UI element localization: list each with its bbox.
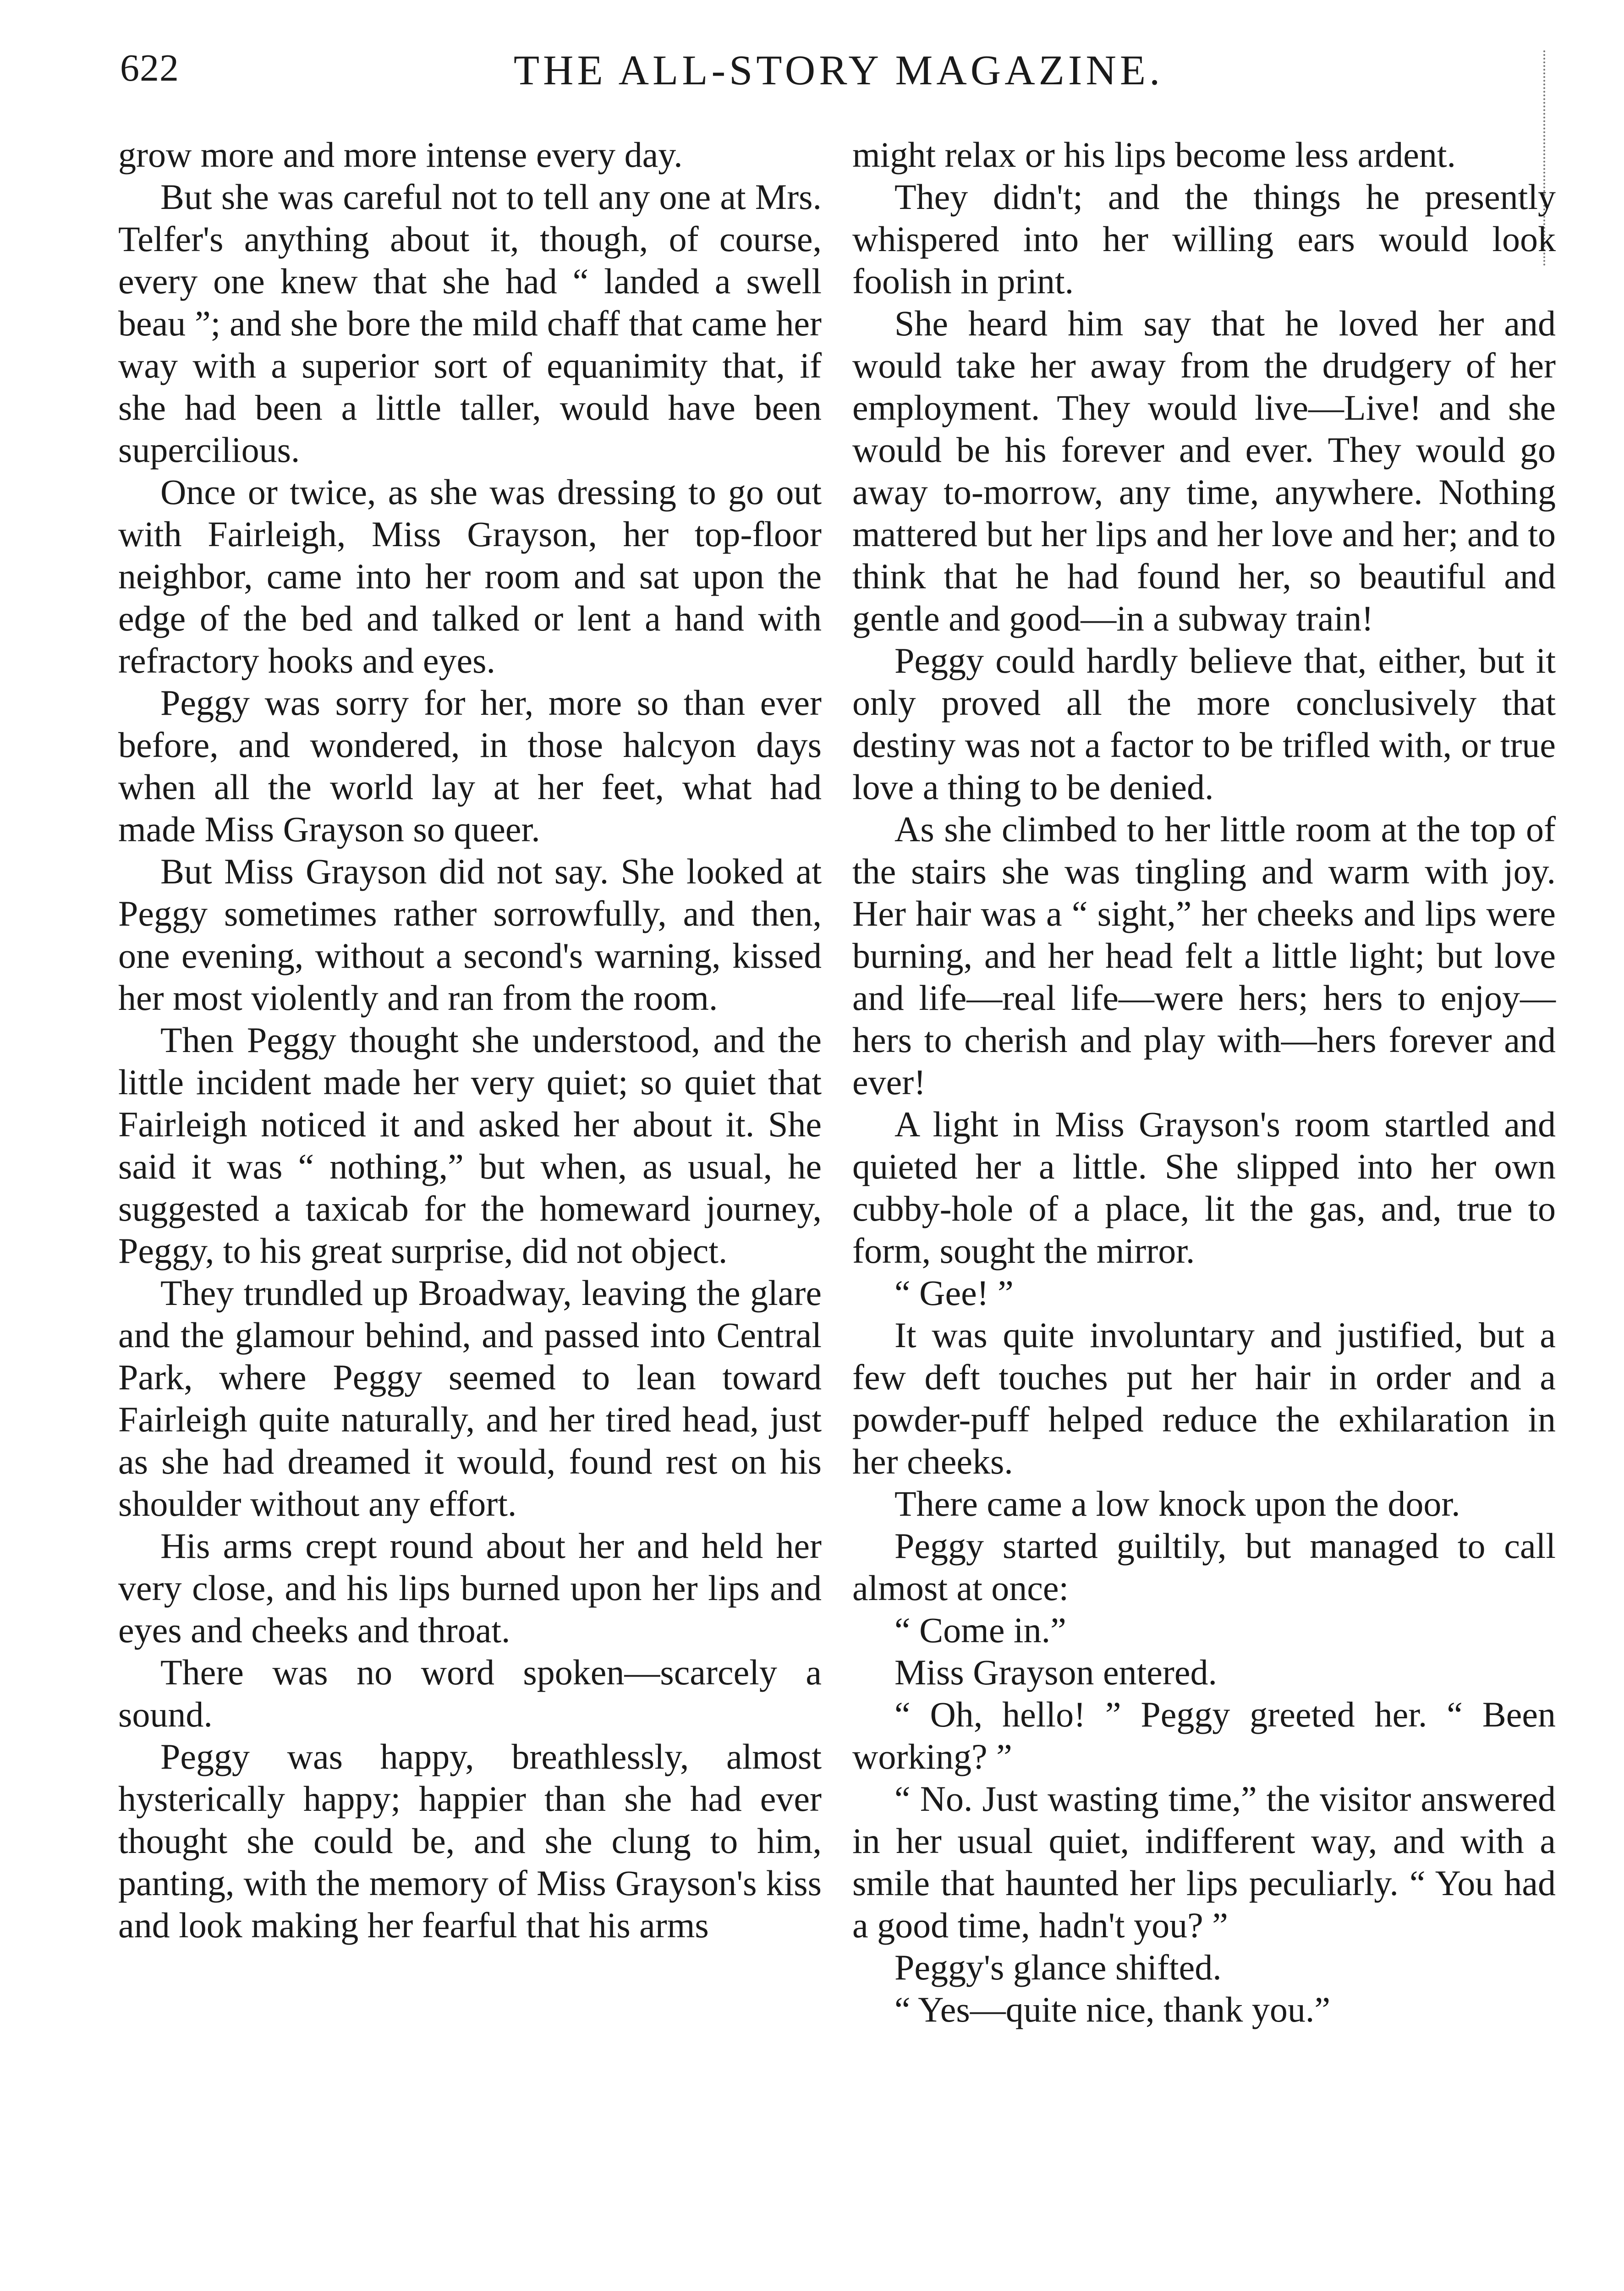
paragraph: They didn't; and the things he presently whispered into her willing ears would look foolish in print. (852, 177, 1556, 301)
paragraph: Peggy was happy, breathlessly, almost hysterically happy; happier than she had ever thought she could be, and she clung to him, panting, with the memory of Miss Grayson's kiss and look making her fearful that his arms (118, 1737, 822, 1945)
paragraph: Peggy was sorry for her, more so than ever before, and wondered, in those halcyon days when all the world lay at her feet, what had made Miss Grayson so queer. (118, 683, 822, 849)
paragraph: might relax or his lips become less ardent. (852, 135, 1456, 175)
paragraph: As she climbed to her little room at the top of the stairs she was tingling and warm with joy. Her hair was a “ sight,” her cheeks and lips were burning, and her head felt a little light; but love and life—real life—were hers; hers to enjoy—hers to cherish and play with—hers forever and ever! (852, 809, 1556, 1102)
paragraph: “ Come in.” (894, 1610, 1066, 1650)
paragraph: A light in Miss Grayson's room startled and quieted her a little. She slipped into her own cubby-hole of a place, lit the gas, and, true to form, sought the mirror. (852, 1104, 1556, 1271)
paragraph: “ Oh, hello! ” Peggy greeted her. “ Been working? ” (852, 1694, 1556, 1776)
paragraph: “ No. Just wasting time,” the visitor answered in her usual quiet, indifferent way, and with a smile that haunted her lips peculiarly. “ You had a good time, hadn't you? ” (852, 1779, 1556, 1945)
paragraph: Miss Grayson entered. (894, 1652, 1218, 1692)
paragraph: They trundled up Broadway, leaving the glare and the glamour behind, and passed into Central Park, where Peggy seemed to lean toward Fairleigh quite naturally, and her tired head, just as she had dreamed it would, found rest on his shoulder without any effort. (118, 1273, 822, 1524)
paragraph: grow more and more intense every day. (118, 135, 683, 175)
paragraph: Once or twice, as she was dressing to go out with Fairleigh, Miss Grayson, her top-floor neighbor, came into her room and sat upon the edge of the bed and talked or lent a hand with refractory hooks and eyes. (118, 472, 822, 680)
paragraph: She heard him say that he loved her and would take her away from the drudgery of her employment. They would live—Live! and she would be his forever and ever. They would go away to-morrow, any time, anywhere. Nothing mattered but her lips and her love and her; and to think that he had found her, so beautiful and gentle and good—in a subway train! (852, 303, 1556, 638)
page-number: 622 (120, 47, 179, 89)
paragraph: Peggy could hardly believe that, either, but it only proved all the more conclusively that destiny was not a factor to be trifled with, or true love a thing to be denied. (852, 641, 1556, 807)
paragraph: There was no word spoken—scarcely a sound. (118, 1652, 822, 1734)
paragraph: His arms crept round about her and held her very close, and his lips burned upon her lips and eyes and cheeks and throat. (118, 1526, 822, 1650)
paragraph: But Miss Grayson did not say. She looked at Peggy sometimes rather sorrowfully, and then, one evening, without a second's warning, kissed her most violently and ran from the room. (118, 851, 822, 1018)
right-column (852, 134, 1556, 2031)
paragraph: There came a low knock upon the door. (894, 1484, 1460, 1524)
paragraph: But she was careful not to tell any one at Mrs. Telfer's anything about it, though, of course, every one knew that she had “ landed a swell beau ”; and she bore the mild chaff that came her way with a superior sort of equanimity that, if she had been a little taller, would have been supercilious. (118, 177, 822, 470)
left-column (118, 134, 822, 1946)
paragraph: Peggy's glance shifted. (894, 1947, 1222, 1987)
paragraph: Then Peggy thought she understood, and the little incident made her very quiet; so quiet that Fairleigh noticed it and asked her about it. She said it was “ nothing,” but when, as usual, he suggested a taxicab for the homeward journey, Peggy, to his great surprise, did not object. (118, 1020, 822, 1271)
paragraph: Peggy started guiltily, but managed to call almost at once: (852, 1526, 1556, 1608)
paragraph: It was quite involuntary and justified, but a few deft touches put her hair in order and a powder-puff helped reduce the exhilaration in her cheeks. (852, 1315, 1556, 1481)
paragraph: “ Yes—quite nice, thank you.” (894, 1990, 1331, 2029)
paragraph: “ Gee! ” (894, 1273, 1014, 1313)
running-title: THE ALL-STORY MAGAZINE. (513, 47, 1164, 93)
